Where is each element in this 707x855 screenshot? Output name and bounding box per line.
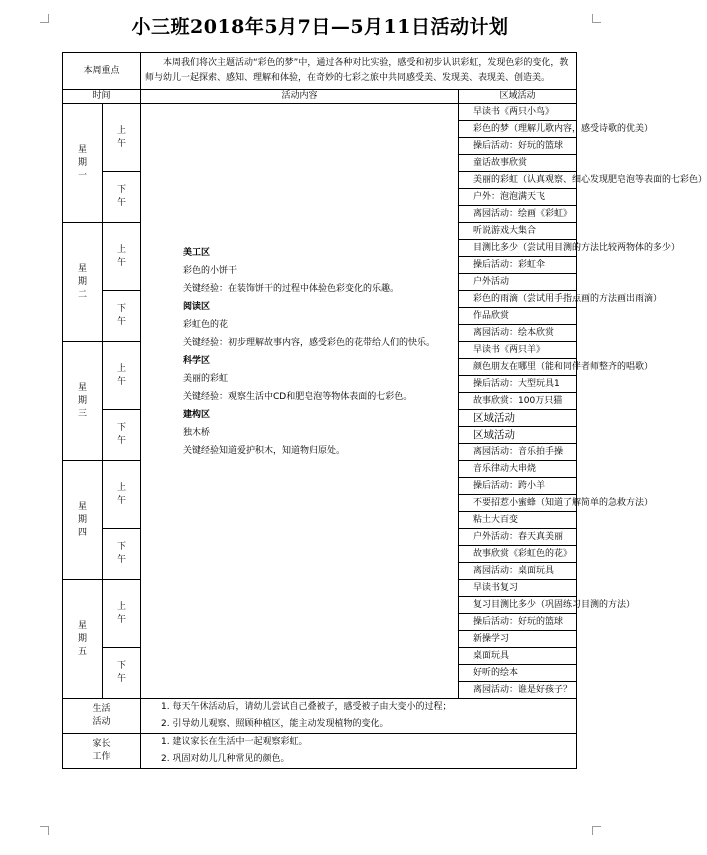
activity-item: 童话故事欣赏 — [459, 155, 577, 172]
activity-item: 好听的绘本 — [459, 665, 577, 682]
activity-item: 早读书《两只羊》 — [459, 342, 577, 359]
day-char: 期 — [77, 633, 87, 644]
activity-item: 区域活动 — [459, 427, 577, 444]
day-label — [63, 104, 103, 223]
region-name: 建构区 — [183, 410, 211, 420]
region-item: 彩虹色的花 — [183, 320, 229, 330]
label-part: 家长 — [92, 739, 111, 749]
page-title: 小三班2018年5月7日—5月11日活动计划 — [131, 16, 509, 38]
parent-work-label — [63, 734, 141, 769]
plan-table — [62, 52, 707, 769]
day-char: 星 — [77, 620, 87, 631]
half-char: 午 — [117, 257, 127, 268]
day-label — [63, 580, 103, 699]
activity-item: 操后活动：大型玩具1 — [459, 376, 577, 393]
activity-item: 户外活动 — [459, 274, 577, 291]
pm-label — [103, 172, 141, 223]
life-activity-content — [141, 699, 577, 734]
region-key-experience: 关键经验：在装饰饼干的过程中体验色彩变化的乐趣。 — [183, 284, 400, 294]
list-item: 1. 建议家长在生活中一起观察彩虹。 — [161, 737, 308, 747]
activity-item: 故事欣赏：100万只猫 — [459, 393, 577, 410]
activity-item: 目测比多少（尝试用目测的方法比较两物体的多少） — [459, 240, 577, 257]
activity-item: 早读书《两只小鸟》 — [459, 104, 577, 121]
region-item: 彩色的小饼干 — [183, 266, 238, 276]
pm-label — [103, 648, 141, 699]
activity-item: 桌面玩具 — [459, 648, 577, 665]
activity-item: 户外活动：春天真美丽 — [459, 529, 577, 546]
activity-item: 粘土大百变 — [459, 512, 577, 529]
activity-item: 区域活动 — [459, 410, 577, 427]
activity-item: 操后活动：彩虹伞 — [459, 257, 577, 274]
day-char: 星 — [77, 263, 87, 274]
day-char: 二 — [77, 289, 87, 300]
activity-item: 离园活动：绘画《彩虹》 — [459, 206, 577, 223]
region-key-experience: 关键经验知道爱护积木，知道物归原处。 — [183, 446, 346, 456]
day-char: 星 — [77, 382, 87, 393]
day-label — [63, 342, 103, 461]
activity-item: 复习目测比多少（巩固练习目测的方法） — [459, 597, 577, 614]
am-label — [103, 342, 141, 410]
half-char: 上 — [117, 125, 127, 136]
activity-item: 音乐律动大串烧 — [459, 461, 577, 478]
half-char: 午 — [117, 138, 127, 149]
day-char: 四 — [77, 527, 87, 538]
am-label — [103, 223, 141, 291]
half-char: 午 — [117, 317, 127, 327]
activity-item: 作品欣赏 — [459, 308, 577, 325]
day-char: 期 — [77, 276, 87, 287]
day-char: 星 — [77, 144, 87, 155]
day-char: 五 — [77, 646, 87, 657]
day-char: 期 — [77, 157, 87, 168]
day-char: 一 — [77, 170, 87, 181]
activity-item: 颜色朋友在哪里（能和同伴者师整齐的唱歌） — [459, 359, 577, 376]
day-char: 期 — [77, 514, 87, 525]
activity-item: 彩色的雨滴（尝试用手指点画的方法画出雨滴） — [459, 291, 577, 308]
activity-item: 离园活动：桌面玩具 — [459, 563, 577, 580]
region-name: 科学区 — [183, 356, 211, 366]
activity-item: 不要招惹小蜜蜂（知道了解简单的急救方法） — [459, 495, 577, 512]
day-label — [63, 461, 103, 580]
half-char: 午 — [117, 614, 127, 625]
col-region-header: 区域活动 — [459, 90, 577, 104]
activity-item: 新操学习 — [459, 631, 577, 648]
half-char: 上 — [117, 601, 127, 612]
page-corner-mark — [592, 826, 601, 835]
half-char: 午 — [117, 555, 127, 565]
half-char: 午 — [117, 495, 127, 506]
activity-item: 户外：泡泡满天飞 — [459, 189, 577, 206]
day-char: 星 — [77, 501, 87, 512]
activity-item: 操后活动：好玩的篮球 — [459, 614, 577, 631]
label-part: 工作 — [92, 752, 111, 762]
region-name: 阅读区 — [183, 302, 211, 312]
am-label — [103, 104, 141, 172]
label-part: 活动 — [92, 717, 111, 727]
day-char: 期 — [77, 395, 87, 406]
activity-item: 早读书复习 — [459, 580, 577, 597]
half-char: 下 — [117, 661, 127, 671]
focus-label: 本周重点 — [63, 53, 141, 90]
half-char: 上 — [117, 482, 127, 493]
am-label — [103, 580, 141, 648]
pm-label — [103, 529, 141, 580]
half-char: 下 — [117, 304, 127, 314]
day-label — [63, 223, 103, 342]
pm-label — [103, 410, 141, 461]
list-item: 2. 巩固对幼儿几种常见的颜色。 — [161, 754, 290, 764]
activity-item: 故事欣赏《彩虹色的花》 — [459, 546, 577, 563]
half-char: 午 — [117, 436, 127, 446]
region-spacer — [171, 108, 448, 244]
activity-item: 操后活动：好玩的篮球 — [459, 138, 577, 155]
col-time-header: 时间 — [63, 90, 141, 104]
activity-item: 彩色的梦（理解儿歌内容，感受诗歌的优美） — [459, 121, 577, 138]
list-item: 2. 引导幼儿观察、照顾种植区，能主动发现植物的变化。 — [161, 719, 389, 729]
half-char: 下 — [117, 542, 127, 552]
half-char: 上 — [117, 363, 127, 374]
region-column — [141, 104, 459, 699]
life-activity-label — [63, 699, 141, 734]
half-char: 午 — [117, 376, 127, 387]
activity-item: 美丽的彩虹（认真观察、细心发现肥皂泡等表面的七彩色） — [459, 172, 577, 189]
region-key-experience: 关键经验：观察生活中CD和肥皂泡等物体表面的七彩色。 — [183, 392, 413, 402]
am-label — [103, 461, 141, 529]
pm-label — [103, 291, 141, 342]
region-name: 美工区 — [183, 248, 211, 258]
activity-item: 离园活动：音乐拍手操 — [459, 444, 577, 461]
page-corner-mark — [40, 826, 49, 835]
col-content-header: 活动内容 — [141, 90, 459, 104]
label-part: 生活 — [92, 704, 111, 714]
half-char: 下 — [117, 423, 127, 433]
half-char: 午 — [117, 674, 127, 684]
region-item: 美丽的彩虹 — [183, 374, 229, 384]
activity-item: 操后活动：跨小羊 — [459, 478, 577, 495]
activity-item: 离园活动：谁是好孩子？ — [459, 682, 577, 699]
half-char: 下 — [117, 185, 127, 195]
focus-text: 本周我们将次主题活动“彩色的梦”中，通过各种对比实验，感受和初步认识彩虹，发现色彩的变化，教师与幼儿一起探索、感知、理解和体验，在奇妙的七彩之旅中共同感受美、发现美、表现美、创造美。 — [141, 53, 577, 90]
day-char: 三 — [77, 408, 87, 419]
region-item: 独木桥 — [183, 428, 211, 438]
half-char: 午 — [117, 198, 127, 208]
parent-work-content — [141, 734, 577, 769]
activity-item: 听说游戏大集合 — [459, 223, 577, 240]
table-row — [63, 104, 577, 121]
region-key-experience: 关键经验：初步理解故事内容，感受彩色的花带给人们的快乐。 — [183, 338, 436, 348]
list-item: 1. 每天午休活动后，请幼儿尝试自己叠被子，感受被子由大变小的过程； — [161, 702, 452, 712]
half-char: 上 — [117, 244, 127, 255]
activity-item: 离园活动：绘本欣赏 — [459, 325, 577, 342]
